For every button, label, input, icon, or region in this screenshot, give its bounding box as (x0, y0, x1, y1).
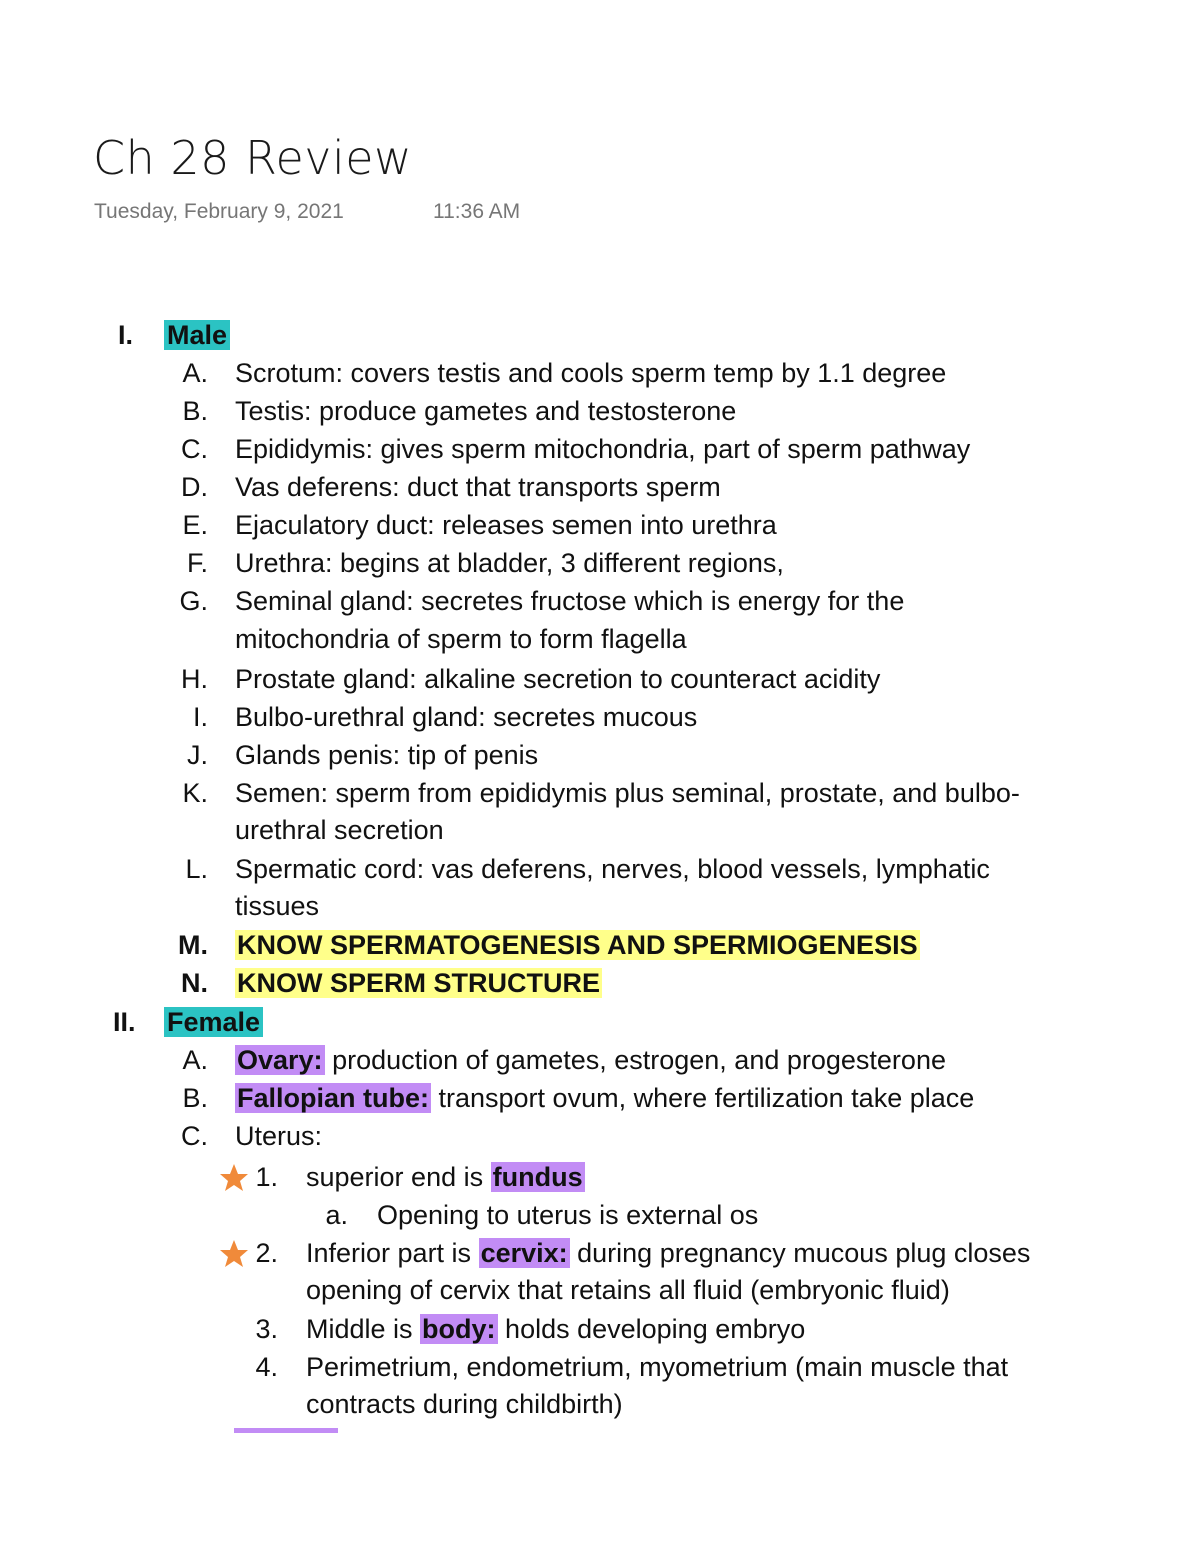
term-highlight: Fallopian tube: (237, 1083, 429, 1113)
list-item (235, 927, 920, 963)
list-item: Seminal gland: secretes fructose which is energy for the (235, 586, 905, 616)
list-item: Glands penis: tip of penis (235, 740, 539, 770)
term-highlight: cervix: (480, 1238, 568, 1268)
list-item: Ejaculatory duct: releases semen into urethra (235, 510, 777, 540)
note-date: Tuesday, February 9, 2021 (94, 200, 344, 223)
note-time: 11:36 AM (433, 200, 521, 223)
list-label: M. (178, 930, 208, 960)
list-item-continued: contracts during childbirth) (306, 1389, 623, 1419)
list-label: C. (181, 1121, 208, 1151)
definition-text: transport ovum, where fertilization take place (431, 1083, 975, 1113)
list-item: Vas deferens: duct that transports sperm (235, 472, 721, 502)
term-highlight: Ovary: (237, 1045, 323, 1075)
list-item (235, 965, 602, 1001)
list-label: A. (182, 1045, 208, 1075)
list-item (235, 1080, 974, 1116)
list-label: G. (179, 586, 208, 616)
heading-highlight: Female (164, 1007, 263, 1037)
list-item: Bulbo-urethral gland: secretes mucous (235, 702, 698, 732)
yellow-highlight: KNOW SPERMATOGENESIS AND SPERMIOGENESIS (237, 930, 918, 960)
list-label: F. (186, 548, 208, 578)
list-item: Prostate gland: alkaline secretion to counteract acidity (235, 664, 881, 694)
list-label: 4. (255, 1352, 278, 1382)
list-label: D. (181, 472, 208, 502)
list-label: 2. (255, 1238, 278, 1268)
list-item: Epididymis: gives sperm mitochondria, part of sperm pathway (235, 434, 971, 464)
list-item-continued: tissues (235, 891, 320, 921)
list-label: 1. (255, 1162, 278, 1192)
item-text: Middle is (306, 1314, 421, 1344)
list-item: Urethra: begins at bladder, 3 different regions, (235, 548, 784, 578)
list-item: Semen: sperm from epididymis plus seminal, prostate, and bulbo- (235, 778, 1020, 808)
page-bottom-margin (0, 1433, 1200, 1553)
section-numeral-female: II. (113, 1007, 136, 1037)
term-highlight: fundus (492, 1162, 583, 1192)
list-label: 3. (255, 1314, 278, 1344)
list-item: Spermatic cord: vas deferens, nerves, blood vessels, lymphatic (235, 854, 990, 884)
list-label: C. (181, 434, 208, 464)
list-label: K. (182, 778, 208, 808)
list-item-continued: urethral secretion (235, 815, 444, 845)
item-text: during pregnancy mucous plug closes (569, 1238, 1031, 1268)
item-text: Inferior part is (306, 1238, 479, 1268)
definition-text: production of gametes, estrogen, and progesterone (324, 1045, 946, 1075)
list-label: L. (185, 854, 208, 884)
yellow-highlight: KNOW SPERM STRUCTURE (237, 968, 600, 998)
list-item-continued: opening of cervix that retains all fluid (embryonic fluid) (306, 1275, 950, 1305)
term-highlight: body: (422, 1314, 496, 1344)
list-label: a. (325, 1200, 348, 1230)
list-label: H. (181, 664, 208, 694)
list-item: Opening to uterus is external os (377, 1200, 759, 1230)
list-item: Scrotum: covers testis and cools sperm temp by 1.1 degree (235, 358, 947, 388)
list-item-continued: mitochondria of sperm to form flagella (235, 624, 687, 654)
list-item (235, 1042, 946, 1078)
section-heading-female (164, 1004, 263, 1040)
list-label: J. (186, 740, 208, 770)
list-label: N. (181, 968, 208, 998)
list-label: A. (182, 358, 208, 388)
list-item: Testis: produce gametes and testosterone (235, 396, 737, 426)
list-item (306, 1311, 805, 1347)
section-numeral-male: I. (118, 320, 134, 350)
list-item (306, 1159, 585, 1195)
item-text: holds developing embryo (497, 1314, 806, 1344)
list-item: Uterus: (235, 1121, 323, 1151)
list-label: I. (192, 702, 208, 732)
item-text: superior end is (306, 1162, 491, 1192)
list-item (306, 1235, 1030, 1271)
page-title: Ch 28 Review (93, 131, 413, 185)
list-label: E. (182, 510, 208, 540)
section-heading-male (164, 317, 230, 353)
list-item: Perimetrium, endometrium, myometrium (main muscle that (306, 1352, 1009, 1382)
list-label: B. (182, 1083, 208, 1113)
list-label: B. (182, 396, 208, 426)
heading-highlight: Male (164, 320, 230, 350)
